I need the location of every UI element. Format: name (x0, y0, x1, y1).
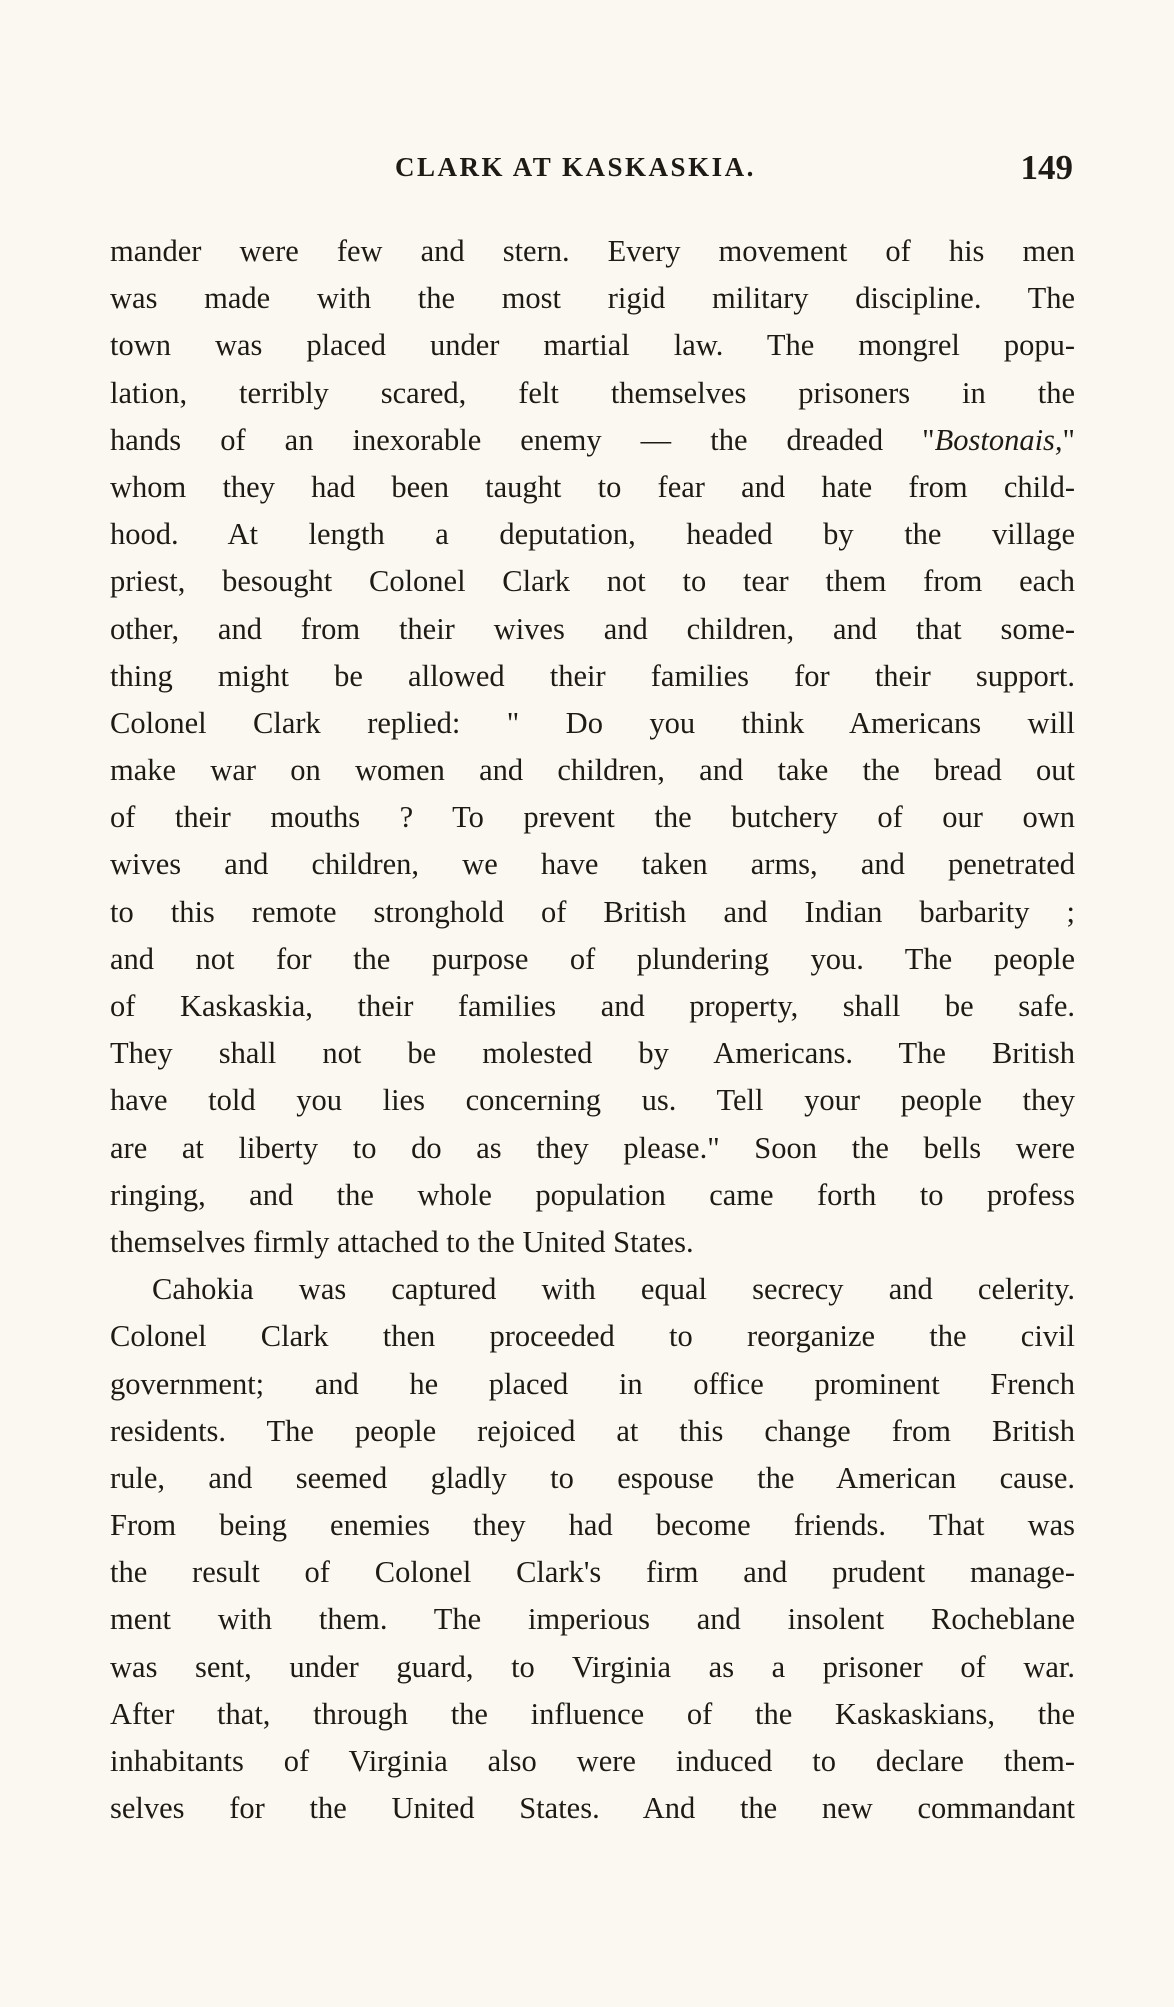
text-line: rule, and seemed gladly to espouse the American cause. (110, 1460, 1075, 1495)
closing-quote: " (1062, 422, 1075, 457)
text-line: have told you lies concerning us. Tell your people they (110, 1083, 1075, 1118)
text-line: the result of Colonel Clark's firm and prudent manage- (110, 1555, 1075, 1590)
text-line: Colonel Clark replied: " Do you think Americans will (110, 705, 1075, 740)
text-line: ringing, and the whole population came forth to profess (110, 1177, 1075, 1212)
text-line: whom they had been taught to fear and hate from child- (110, 469, 1075, 504)
text-line: inhabitants of Virginia also were induced to declare them- (110, 1744, 1075, 1778)
text-line: wives and children, we have taken arms, and penetrated (110, 847, 1075, 882)
text-line (110, 417, 1075, 464)
text-line: make war on women and children, and take the bread out (110, 753, 1075, 788)
text-line: and not for the purpose of plundering you. The people (110, 941, 1075, 976)
text-line: thing might be allowed their families for their support. (110, 658, 1075, 693)
text-line: ment with them. The imperious and insolent Rocheblane (110, 1602, 1075, 1637)
text-line: of Kaskaskia, their families and property, shall be safe. (110, 989, 1075, 1023)
running-head (110, 148, 1075, 198)
text-line: From being enemies they had become friends. That was (110, 1508, 1075, 1543)
text-line: lation, terribly scared, felt themselves prisoners in the (110, 375, 1075, 410)
text-line: priest, besought Colonel Clark not to tear them from each (110, 564, 1075, 599)
paragraph-start-line: Cahokia was captured with equal secrecy and celerity. (152, 1272, 1075, 1307)
text-line: After that, through the influence of the Kaskaskians, the (110, 1696, 1075, 1731)
text-line: town was placed under martial law. The mongrel popu- (110, 328, 1075, 363)
text-line: are at liberty to do as they please." Soon the bells were (110, 1130, 1075, 1165)
text-line: They shall not be molested by Americans. The British (110, 1036, 1075, 1071)
paragraph-end-line: themselves firmly attached to the United States. (110, 1224, 694, 1259)
body-text (110, 228, 1075, 1832)
text-line: selves for the United States. And the new commandant (110, 1791, 1075, 1826)
page-number: 149 (1020, 148, 1073, 187)
text-line: to this remote stronghold of British and Indian barbarity ; (110, 894, 1075, 929)
text-line: of their mouths ? To prevent the butchery of our own (110, 800, 1075, 835)
text-line: residents. The people rejoiced at this change from British (110, 1413, 1075, 1448)
text-line: mander were few and stern. Every movement of his men (110, 234, 1075, 268)
text-line: was made with the most rigid military discipline. The (110, 281, 1075, 316)
running-title: CLARK AT KASKASKIA. (395, 152, 756, 182)
text-line: government; and he placed in office prominent French (110, 1366, 1075, 1401)
italic-term: Bostonais, (934, 422, 1063, 457)
text-line: other, and from their wives and children, and that some- (110, 611, 1075, 646)
text-line: was sent, under guard, to Virginia as a prisoner of war. (110, 1649, 1075, 1684)
text-line: Colonel Clark then proceeded to reorganize the civil (110, 1319, 1075, 1354)
text-line: hood. At length a deputation, headed by the village (110, 517, 1075, 552)
text-line-roman: hands of an inexorable enemy — the dreaded " (110, 422, 935, 457)
